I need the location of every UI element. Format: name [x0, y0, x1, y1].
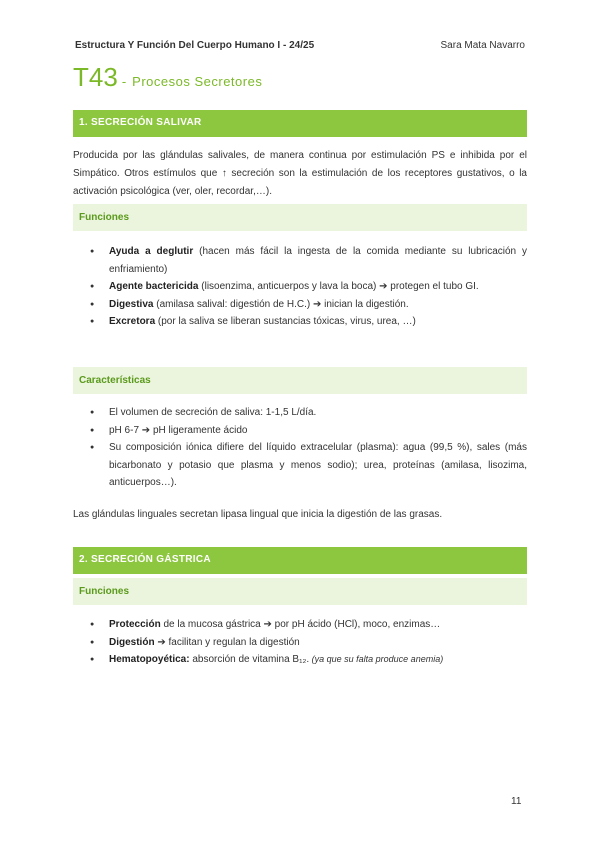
subheading-funciones	[73, 204, 527, 231]
subheading-text: Funciones	[79, 586, 130, 597]
topic-number: T43	[73, 62, 118, 92]
title-dash: -	[121, 74, 127, 89]
list-item: ● Hematopoyética: absorción de vitamina B₁₂. (ya que su falta produce anemia)	[73, 651, 527, 669]
section-heading-gastrica	[73, 547, 527, 574]
caracteristicas-list	[73, 404, 527, 492]
list-item: ● Digestiva (amilasa salival: digestión de H.C.) ➔ inician la digestión.	[73, 296, 527, 314]
subheading-caracteristicas	[73, 367, 527, 394]
list-item: ● El volumen de secreción de saliva: 1-1,5 L/día.	[73, 404, 527, 422]
subheading-text: Características	[79, 375, 151, 386]
section-heading-text: 2. SECRECIÓN GÁSTRICA	[79, 554, 211, 565]
page-header	[75, 40, 525, 54]
list-item: ● Su composición iónica difiere del líquido extracelular (plasma): agua (99,5 %), sales (más bicarbonato y potasio que plasma y menos sodio); urea, proteínas (amilasa, lisozima, anticuerpos…).	[73, 439, 527, 492]
subheading-funciones-gastrica	[73, 578, 527, 605]
list-item: ● Digestión ➔ facilitan y regulan la digestión	[73, 634, 527, 652]
section-heading-text: 1. SECRECIÓN SALIVAR	[79, 117, 202, 128]
funciones-list	[73, 243, 527, 331]
funciones-gastrica-list	[73, 616, 527, 669]
intro-paragraph: Producida por las glándulas salivales, de manera continua por estimulación PS e inhibida por el Simpático. Otros estímulos que ↑ secreción son la estimulación de los receptores gustativos, o la activación psicológica (ver, oler, recordar,…).	[73, 150, 527, 197]
closing-paragraph: Las glándulas linguales secretan lipasa lingual que inicia la digestión de las grasas.	[73, 509, 443, 520]
course-title: Estructura Y Función Del Cuerpo Humano I - 24/25	[75, 40, 315, 51]
author-name: Sara Mata Navarro	[440, 40, 525, 51]
list-item: ● Agente bactericida (lisoenzima, anticuerpos y lava la boca) ➔ protegen el tubo GI.	[73, 278, 527, 296]
list-item: ● Excretora (por la saliva se liberan sustancias tóxicas, virus, urea, …)	[73, 313, 527, 331]
page-number: 11	[511, 796, 522, 807]
page-title	[73, 62, 262, 93]
list-item: ● pH 6-7 ➔ pH ligeramente ácido	[73, 422, 527, 440]
anemia-note: (ya que su falta produce anemia)	[309, 654, 444, 664]
topic-title: Procesos Secretores	[132, 74, 263, 89]
subheading-text: Funciones	[79, 212, 130, 223]
list-item: ● Protección de la mucosa gástrica ➔ por pH ácido (HCl), moco, enzimas…	[73, 616, 527, 634]
section-heading-salivar	[73, 110, 527, 137]
list-item: ● Ayuda a deglutir (hacen más fácil la ingesta de la comida mediante su lubricación y enfriamiento)	[73, 243, 527, 278]
